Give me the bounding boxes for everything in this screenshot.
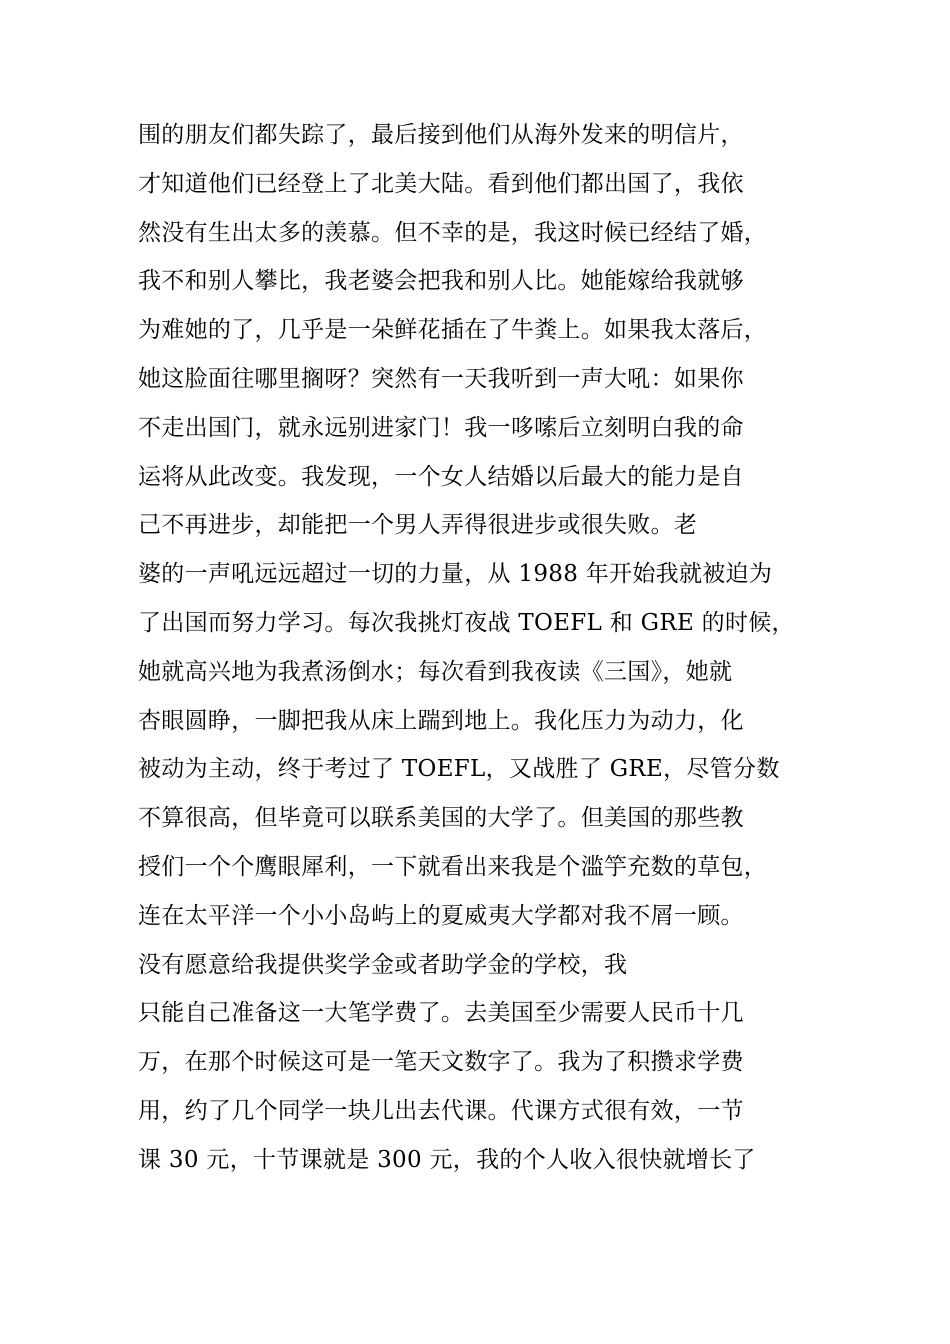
text-line-15: 不算很高，但毕竟可以联系美国的大学了。但美国的那些教 [138, 805, 744, 832]
text-line-20: 万，在那个时候这可是一笔天文数字了。我为了积攒求学费 [138, 1049, 744, 1076]
text-line-22: 课 30 元，十节课就是 300 元，我的个人收入很快就增长了 [138, 1146, 756, 1173]
text-line-21: 用，约了几个同学一块儿出去代课。代课方式很有效，一节 [138, 1097, 744, 1124]
text-line-17: 连在太平洋一个小小岛屿上的夏威夷大学都对我不屑一顾。 [138, 902, 744, 929]
text-line-1: 围的朋友们都失踪了，最后接到他们从海外发来的明信片， [138, 122, 744, 148]
text-line-18: 没有愿意给我提供奖学金或者助学金的学校，我 [138, 951, 628, 978]
text-line-3: 然没有生出太多的羡慕。但不幸的是，我这时候已经结了婚， [138, 219, 768, 246]
text-line-16: 授们一个个鹰眼犀利，一下就看出来我是个滥竽充数的草包， [138, 853, 768, 880]
text-line-9: 己不再进步，却能把一个男人弄得很进步或很失败。老 [138, 512, 698, 539]
text-line-19: 只能自己准备这一大笔学费了。去美国至少需要人民币十几 [138, 1000, 744, 1027]
text-line-8: 运将从此改变。我发现，一个女人结婚以后最大的能力是自 [138, 463, 744, 490]
body-text [138, 111, 838, 1185]
text-line-11: 了出国而努力学习。每次我挑灯夜战 TOEFL 和 GRE 的时候， [138, 609, 795, 636]
text-line-4: 我不和别人攀比，我老婆会把我和别人比。她能嫁给我就够 [138, 268, 744, 295]
text-line-7: 不走出国门，就永远别进家门！我一哆嗦后立刻明白我的命 [138, 414, 744, 441]
text-line-2: 才知道他们已经登上了北美大陆。看到他们都出国了，我依 [138, 170, 744, 197]
text-line-12: 她就高兴地为我煮汤倒水；每次看到我夜读《三国》，她就 [138, 658, 733, 685]
text-line-13: 杏眼圆睁，一脚把我从床上踹到地上。我化压力为动力，化 [138, 707, 744, 734]
text-line-5: 为难她的了，几乎是一朵鲜花插在了牛粪上。如果我太落后， [138, 317, 768, 344]
text-line-14: 被动为主动，终于考过了 TOEFL，又战胜了 GRE，尽管分数 [138, 756, 780, 783]
text-line-10: 婆的一声吼远远超过一切的力量，从 1988 年开始我就被迫为 [138, 561, 773, 588]
text-line-6: 她这脸面往哪里搁呀？突然有一天我听到一声大吼：如果你 [138, 365, 744, 392]
